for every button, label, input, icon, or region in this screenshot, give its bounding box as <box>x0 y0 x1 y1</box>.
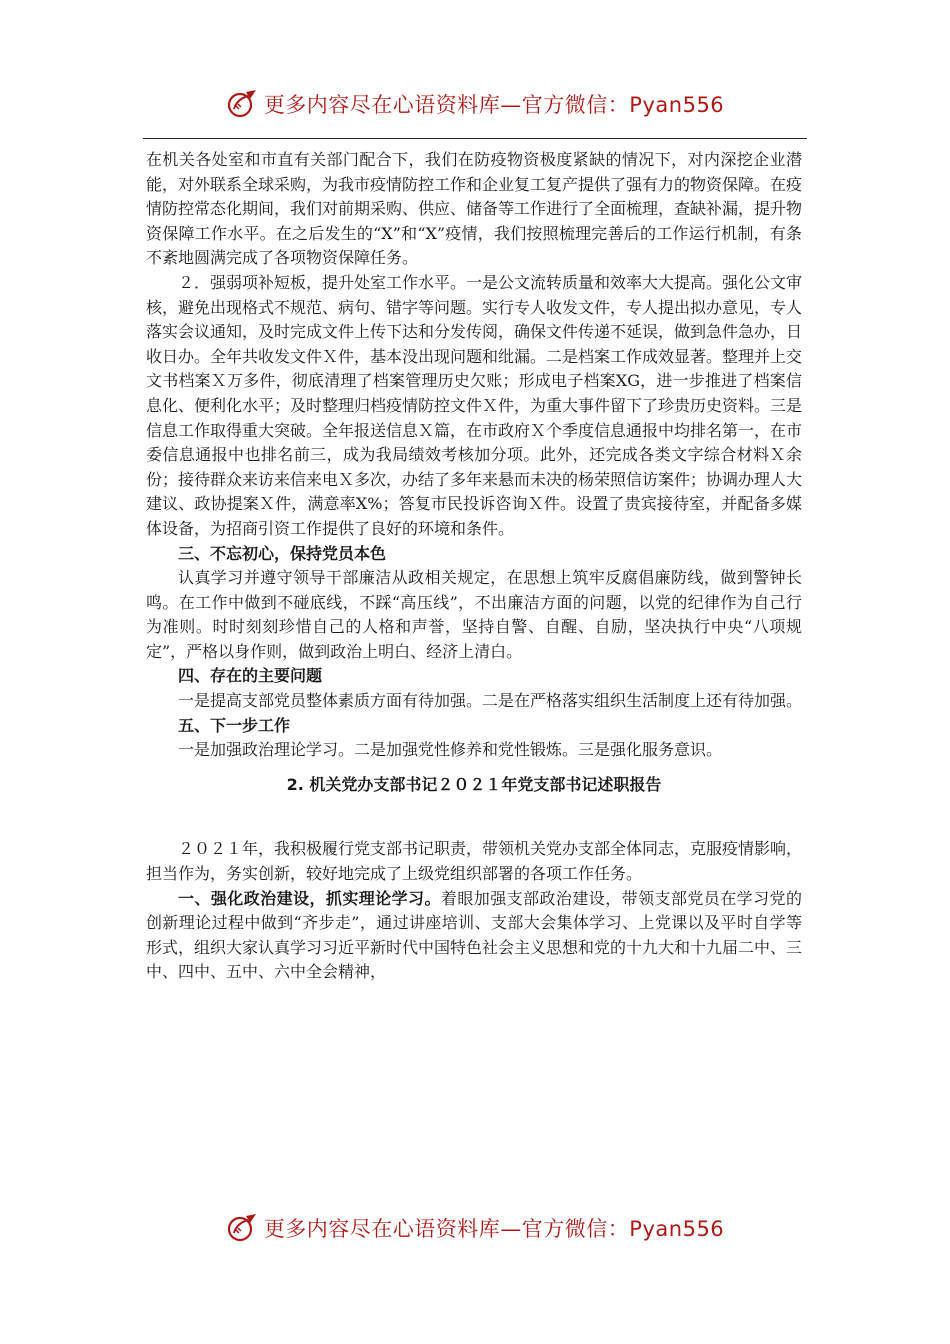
document-title: 2. 机关党办支部书记２０２１年党支部书记述职报告 <box>286 774 662 794</box>
section-heading: 三、不忘初心，保持党员本色 <box>178 543 387 563</box>
paragraph-text: 着眼加强支部政治建设，带领支部党员在学习党的创新理论过程中做到“齐步走”，通过讲座培训、支部大会集体学习、上党课以及平时自学等形式，组织大家认真学习习近平新时代中国特色社会主义思想和党的十九大和十九届二中、三中、四中、五中、六中全会精神， <box>146 888 803 982</box>
paragraph-lead: 一、强化政治建设，抓实理论学习。 <box>178 888 441 908</box>
header-divider <box>143 138 807 139</box>
footer-banner <box>0 1206 950 1250</box>
paragraph <box>146 887 802 985</box>
paragraph: 在机关各处室和市直有关部门配合下，我们在防疫物资极度紧缺的情况下，对内深挖企业潜能，对外联系全球采购，为我市疫情防控工作和企业复工复产提供了强有力的物资保障。在疫情防控常态化期间，我们对前期采购、供应、储备等工作进行了全面梳理，查缺补漏，提升物资保障工作水平。在之后发生的“X”和“X”疫情，我们按照梳理完善后的工作运行机制，有条不紊地圆满完成了各项物资保障任务。 <box>146 150 803 268</box>
logo-pen-icon <box>226 88 258 120</box>
paragraph: 一是加强政治理论学习。二是加强党性修养和党性锻炼。三是强化服务意识。 <box>178 740 723 760</box>
footer-banner-text: 更多内容尽在心语资料库—官方微信：Pyan556 <box>263 1217 725 1241</box>
paragraph: ２０２１年，我积极履行党支部书记职责，带领机关党办支部全体同志，克服疫情影响，担当作为，务实创新，较好地完成了上级党组织部署的各项工作任务。 <box>146 839 803 884</box>
header-banner-text: 更多内容尽在心语资料库—官方微信：Pyan556 <box>263 93 725 117</box>
header-banner <box>0 82 950 126</box>
paragraph: ２．强弱项补短板，提升处室工作水平。一是公文流转质量和效率大大提高。强化公文审核，避免出现格式不规范、病句、错字等问题。实行专人收发文件，专人提出拟办意见，专人落实会议通知，及时完成文件上传下达和分发传阅，确保文件传递不延误，做到急件急办，日收日办。全年共收发文件Ｘ件，基本没出现问题和纰漏。二是档案工作成效显著。整理并上交文书档案Ｘ万多件，彻底清理了档案管理历史欠账；形成电子档案XG，进一步推进了档案信息化、便利化水平；及时整理归档疫情防控文件Ｘ件，为重大事件留下了珍贵历史资料。三是信息工作取得重大突破。全年报送信息Ｘ篇，在市政府Ｘ个季度信息通报中均排名第一，在市委信息通报中也排名前三，成为我局绩效考核加分项。此外，还完成各类文字综合材料Ｘ余份；接待群众来访来信来电Ｘ多次，办结了多年来悬而未决的杨荣照信访案件；协调办理人大建议、政协提案Ｘ件，满意率X%；答复市民投诉咨询Ｘ件。设置了贵宾接待室，并配备多媒体设备，为招商引资工作提供了良好的环境和条件。 <box>146 272 803 538</box>
paragraph: 一是提高支部党员整体素质方面有待加强。二是在严格落实组织生活制度上还有待加强。 <box>178 691 803 711</box>
paragraph: 认真学习并遵守领导干部廉洁从政相关规定，在思想上筑牢反腐倡廉防线，做到警钟长鸣。在工作中做到不碰底线，不踩“高压线”，不出廉洁方面的问题，以党的纪律作为自己行为准则。时时刻刻珍惜自己的人格和声誉，坚持自警、自醒、自励，坚决执行中央“八项规定”，严格以身作则，做到政治上明白、经济上清白。 <box>146 568 802 661</box>
document-body <box>146 148 802 985</box>
logo-pen-icon <box>226 1212 258 1244</box>
section-heading: 五、下一步工作 <box>178 715 291 735</box>
section-heading: 四、存在的主要问题 <box>178 666 323 686</box>
